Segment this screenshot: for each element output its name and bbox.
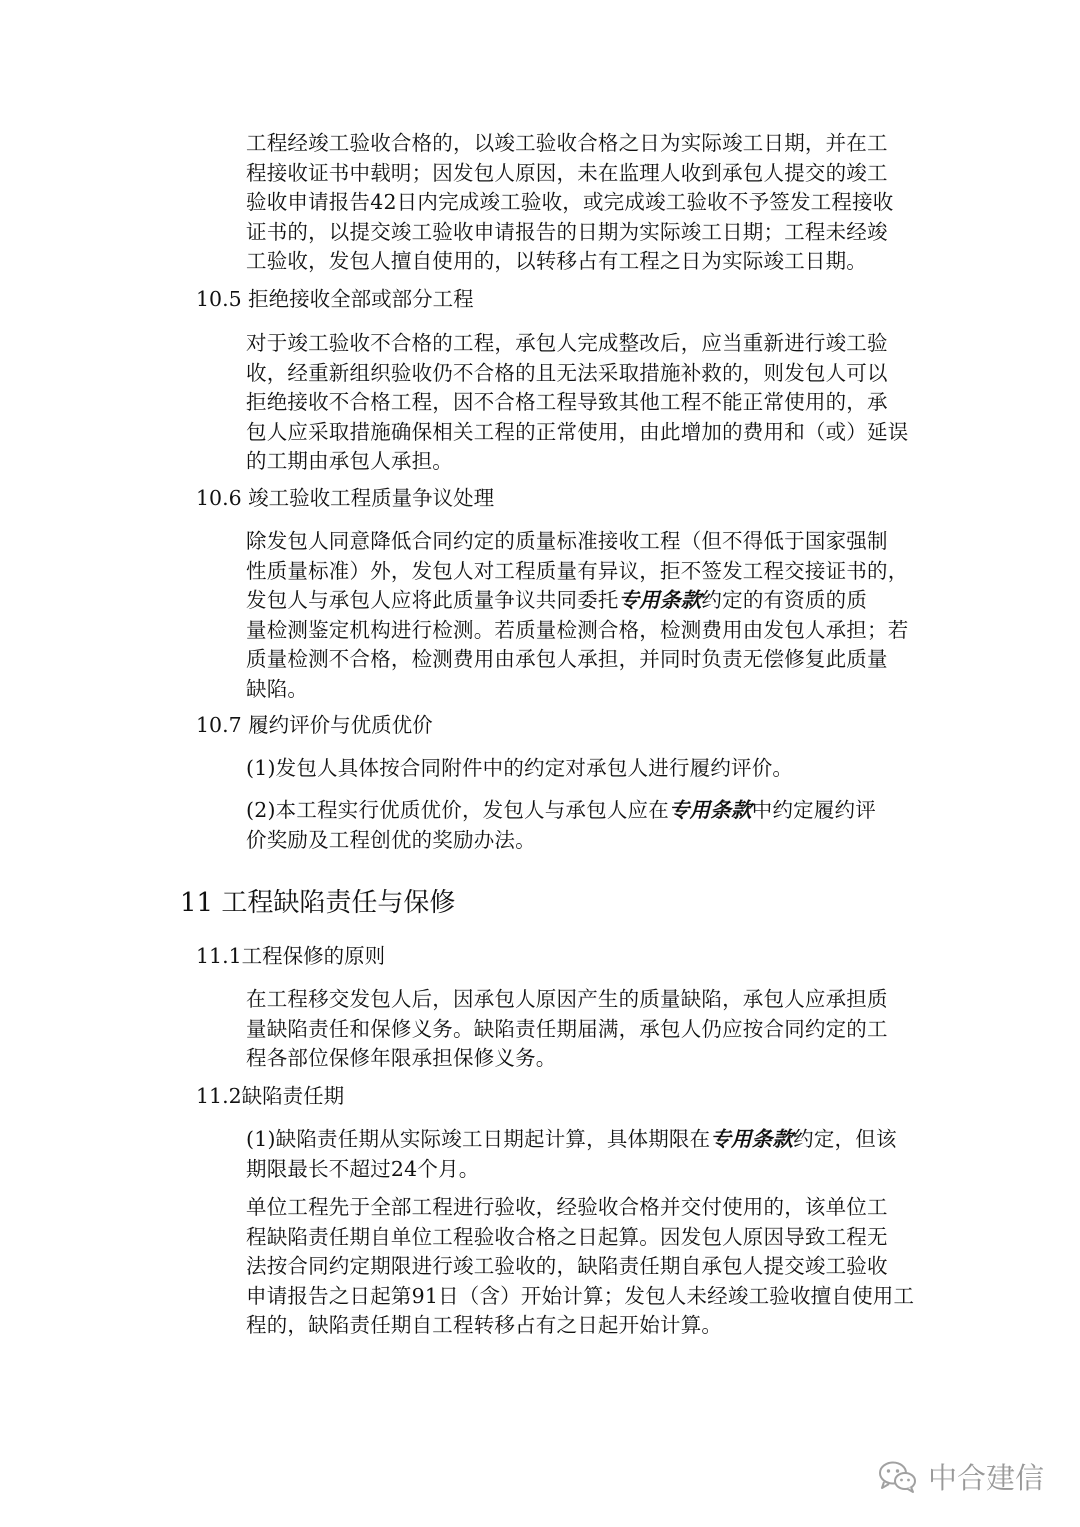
paragraph-line: 收，经重新组织验收仍不合格的且无法采取措施补救的，则发包人可以 [246, 360, 888, 385]
paragraph-line [246, 586, 914, 616]
paragraph-line: 量缺陷责任和保修义务。缺陷责任期届满，承包人仍应按合同约定的工 [246, 1016, 888, 1041]
paragraph-line [246, 796, 914, 826]
paragraph-line: 单位工程先于全部工程进行验收，经验收合格并交付使用的，该单位工 [246, 1195, 888, 1219]
section-10-7-item-2 [246, 796, 914, 855]
paragraph-line: 证书的，以提交竣工验收申请报告的日期为实际竣工日期；工程未经竣 [246, 219, 888, 244]
paragraph-line: 工验收，发包人擅自使用的，以转移占有工程之日为实际竣工日期。 [246, 249, 867, 273]
section-heading-11-1: 11.1工程保修的原则 [196, 944, 386, 968]
paragraph-line: 包人应采取措施确保相关工程的正常使用，由此增加的费用和（或）延误 [246, 419, 909, 444]
text-run: 发包人与承包人应将此质量争议共同委托 [246, 588, 619, 612]
text-run: (2)本工程实行优质优价，发包人与承包人应在 [246, 798, 669, 822]
paragraph-line: 对于竣工验收不合格的工程，承包人完成整改后，应当重新进行竣工验 [246, 331, 888, 355]
section-10-7-item-1 [246, 754, 914, 784]
section-10-6-paragraph [246, 527, 914, 704]
section-heading-10-6: 10.6 竣工验收工程质量争议处理 [196, 486, 495, 510]
paragraph-line: 质量检测不合格，检测费用由承包人承担，并同时负责无偿修复此质量 [246, 647, 888, 671]
paragraph-line: 验收申请报告42日内完成竣工验收，或完成竣工验收不予签发工程接收 [246, 190, 894, 214]
section-11-2-paragraph [246, 1193, 914, 1341]
section-heading-10-7: 10.7 履约评价与优质优价 [196, 713, 433, 737]
paragraph-line: 法按合同约定期限进行竣工验收的，缺陷责任期自承包人提交竣工验收 [246, 1254, 888, 1278]
paragraph-line: 性质量标准）外，发包人对工程质量有异议，拒不签发工程交接证书的， [246, 558, 909, 583]
paragraph-line: 工程经竣工验收合格的，以竣工验收合格之日为实际竣工日期，并在工 [246, 131, 888, 155]
text-run: (1)缺陷责任期从实际竣工日期起计算，具体期限在 [246, 1127, 711, 1151]
paragraph-line [246, 1125, 914, 1155]
paragraph-line: 程缺陷责任期自单位工程验收合格之日起算。因发包人原因导致工程无 [246, 1224, 888, 1249]
text-run: 约定的有资质的质 [701, 588, 868, 612]
wechat-icon [878, 1460, 918, 1494]
chapter-title: 11 工程缺陷责任与保修 [180, 888, 456, 918]
watermark-text: 中合建信 [927, 1461, 1044, 1495]
paragraph-line: 量检测鉴定机构进行检测。若质量检测合格，检测费用由发包人承担；若 [246, 617, 909, 642]
paragraph-line: 程的，缺陷责任期自工程转移占有之日起开始计算。 [246, 1313, 723, 1337]
section-11-2-item-1 [246, 1125, 914, 1184]
paragraph-line: 除发包人同意降低合同约定的质量标准接收工程（但不得低于国家强制 [246, 529, 888, 553]
emphasis-term: 专用条款 [668, 798, 752, 822]
text-run: 中约定履约评 [751, 798, 876, 822]
paragraph-line: 缺陷。 [246, 676, 309, 701]
paragraph-line: (1)发包人具体按合同附件中的约定对承包人进行履约评价。 [246, 756, 794, 780]
section-heading-10-5: 10.5 拒绝接收全部或部分工程 [196, 287, 474, 311]
intro-paragraph [246, 129, 914, 277]
section-11-1-paragraph [246, 985, 914, 1074]
section-10-5-paragraph [246, 329, 914, 477]
emphasis-term: 专用条款 [710, 1127, 794, 1151]
text-run: 约定，但该 [793, 1127, 897, 1151]
paragraph-line: 在工程移交发包人后，因承包人原因产生的质量缺陷，承包人应承担质 [246, 987, 888, 1011]
paragraph-line: 价奖励及工程创优的奖励办法。 [246, 827, 536, 852]
emphasis-term: 专用条款 [618, 588, 702, 612]
paragraph-line: 程各部位保修年限承担保修义务。 [246, 1046, 557, 1070]
paragraph-line: 程接收证书中载明；因发包人原因，未在监理人收到承包人提交的竣工 [246, 160, 888, 185]
paragraph-line: 期限最长不超过24个月。 [246, 1156, 480, 1181]
paragraph-line: 拒绝接收不合格工程，因不合格工程导致其他工程不能正常使用的，承 [246, 390, 888, 414]
paragraph-line: 申请报告之日起第91日（含）开始计算；发包人未经竣工验收擅自使用工 [246, 1283, 915, 1308]
watermark [878, 1456, 1044, 1497]
paragraph-line: 的工期由承包人承担。 [246, 449, 453, 473]
section-heading-11-2: 11.2缺陷责任期 [196, 1084, 345, 1108]
